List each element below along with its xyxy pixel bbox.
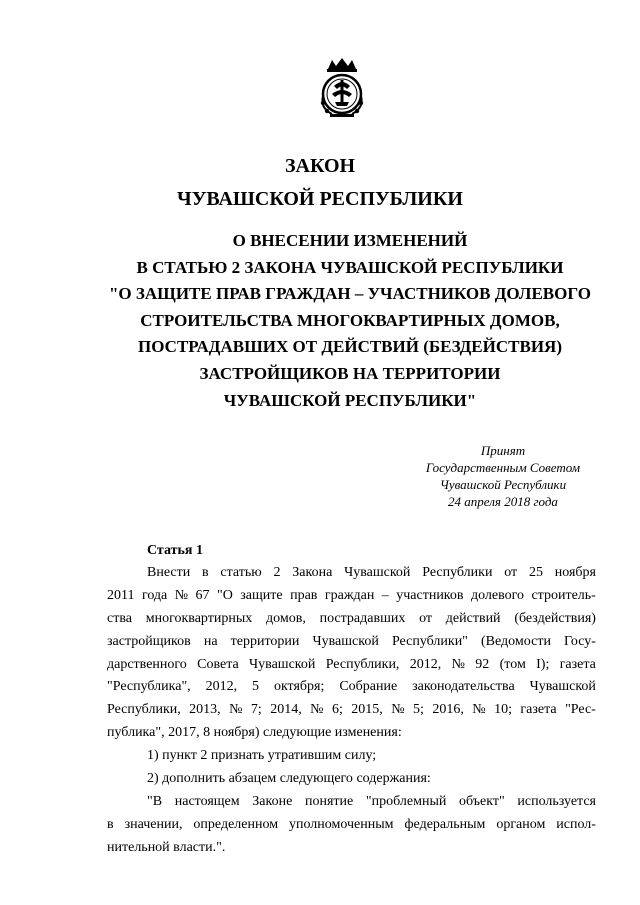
adoption-date: 24 апреля 2018 года xyxy=(448,494,558,509)
law-subject-line: ЧУВАШСКОЙ РЕСПУБЛИКИ" xyxy=(223,390,477,410)
law-subject-line: "О ЗАЩИТЕ ПРАВ ГРАЖДАН – УЧАСТНИКОВ ДОЛЕВОГО xyxy=(108,284,591,304)
law-subject-line: О ВНЕСЕНИИ ИЗМЕНЕНИЙ xyxy=(232,231,468,250)
adoption-line: Чувашской Республики xyxy=(439,477,567,492)
article-line: в значении, определенном уполномоченным федеральным органом испол- xyxy=(107,816,596,832)
article-line: дарственного Совета Чувашской Республики, 2012, № 92 (том I); газета xyxy=(107,656,596,672)
article-line: публика", 2017, 8 ноября) следующие изменения: xyxy=(107,725,402,741)
article-line: ства многоквартирных домов, пострадавших от действий (бездействия) xyxy=(107,610,596,626)
law-title: ЗАКОН xyxy=(284,155,356,177)
law-subject-line: СТРОИТЕЛЬСТВА МНОГОКВАРТИРНЫХ ДОМОВ, xyxy=(140,310,560,330)
article-line: "Республика", 2012, 5 октября; Собрание законодательства Чувашской xyxy=(107,679,596,695)
adoption-line: Государственным Советом xyxy=(425,460,581,475)
article-item: 1) пункт 2 признать утратившим силу; xyxy=(147,748,377,764)
article-line: Внести в статью 2 Закона Чувашской Республики от 25 ноября xyxy=(147,565,596,580)
article-line: "В настоящем Законе понятие "проблемный объект" используется xyxy=(147,793,596,809)
article-line: застройщиков на территории Чувашской Республики" (Ведомости Госу- xyxy=(107,633,596,649)
law-subject xyxy=(60,228,640,414)
article-line: Республики, 2013, № 7; 2014, № 6; 2015, № 5; 2016, № 10; газета "Рес- xyxy=(107,702,596,718)
coat-of-arms-emblem xyxy=(314,56,370,120)
law-subject-line: ПОСТРАДАВШИХ ОТ ДЕЙСТВИЙ (БЕЗДЕЙСТВИЯ) xyxy=(138,337,562,357)
article-line: 2011 года № 67 "О защите прав граждан – участников долевого строитель- xyxy=(107,587,596,603)
article-item: 2) дополнить абзацем следующего содержания: xyxy=(147,771,431,787)
law-subject-line: В СТАТЬЮ 2 ЗАКОНА ЧУВАШСКОЙ РЕСПУБЛИКИ xyxy=(136,257,564,277)
law-subject-line: ЗАСТРОЙЩИКОВ НА ТЕРРИТОРИИ xyxy=(199,363,501,383)
article-line: нительной власти.". xyxy=(107,839,226,855)
adoption-note xyxy=(396,442,610,510)
adoption-line: Принят xyxy=(480,443,526,458)
article-heading: Статья 1 xyxy=(147,543,203,558)
law-title-republic: ЧУВАШСКОЙ РЕСПУБЛИКИ xyxy=(177,188,463,210)
article-body xyxy=(107,562,596,860)
